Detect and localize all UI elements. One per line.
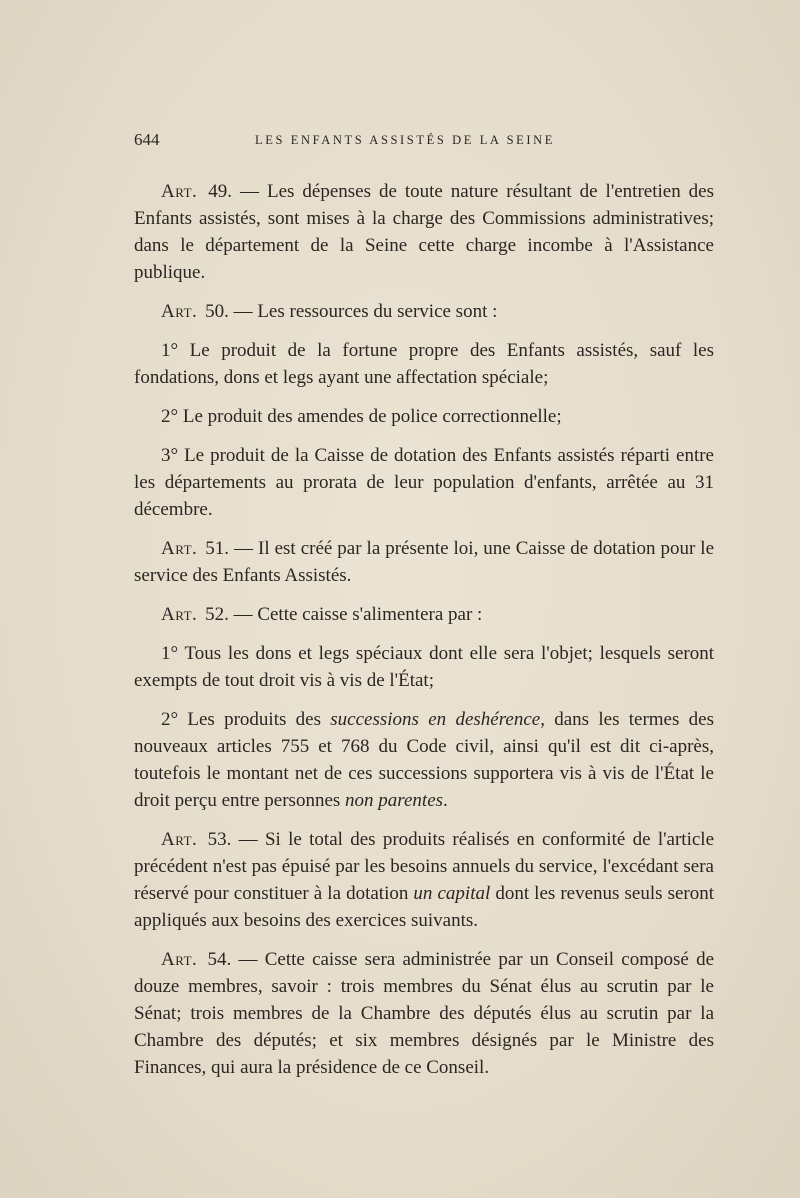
article-number: 49. bbox=[208, 181, 233, 202]
article-text: — Il est créé par la présente loi, une Caisse de dotation pour le service des Enfants Assistés. bbox=[134, 538, 714, 586]
article-53 bbox=[134, 826, 714, 934]
italic-segment: successions en deshérence bbox=[330, 709, 541, 730]
article-label: Art. bbox=[161, 181, 198, 202]
list-item-5 bbox=[134, 706, 714, 814]
article-number: 51. bbox=[205, 538, 230, 559]
article-number: 50. bbox=[205, 301, 229, 322]
italic-segment: un capital bbox=[413, 883, 491, 904]
article-text: — Les dépenses de toute nature résultant de l'entretien des Enfants assistés, sont mises à la charge des Commissions administratives; dans le département de la Seine cette charge incombe à l'Assistance publique. bbox=[134, 181, 715, 283]
list-item-3: 3° Le produit de la Caisse de dotation des Enfants assistés réparti entre les départements au prorata de leur population d'enfants, arrêtée au 31 décembre. bbox=[134, 445, 714, 520]
article-50 bbox=[134, 298, 714, 325]
article-number: 52. bbox=[205, 604, 229, 625]
article-number: 54. bbox=[207, 949, 232, 970]
text-segment: , dans les termes des nouveaux articles 755 et 768 du Code civil, ainsi qu'il est dit ci-après, toutefois le montant net de ces successions supportera vis à vis de l'État le droit perçu entre personnes bbox=[134, 709, 715, 811]
list-item-1: 1° Le produit de la fortune propre des Enfants assistés, sauf les fondations, dons et legs ayant une affectation spéciale; bbox=[134, 340, 714, 388]
article-label: Art. bbox=[161, 604, 198, 625]
article-label: Art. bbox=[161, 949, 198, 970]
list-item-4: 1° Tous les dons et legs spéciaux dont elle sera l'objet; lesquels seront exempts de tout droit vis à vis de l'État; bbox=[134, 643, 714, 691]
text-segment: dont les revenus seuls seront appliqués aux besoins des exercices suivants. bbox=[134, 883, 715, 931]
article-text: — Les ressources du service sont : bbox=[228, 301, 498, 322]
article-label: Art. bbox=[161, 301, 198, 322]
article-label: Art. bbox=[161, 829, 198, 850]
page-header bbox=[134, 130, 714, 154]
text-segment: . bbox=[443, 790, 448, 811]
article-text: — Cette caisse sera administrée par un Conseil composé de douze membres, savoir : trois membres du Sénat élus au scrutin par le Sénat; trois membres de la Chambre des députés élus au scrutin par la Chambre des députés; et six membres désignés par le Ministre des Finances, qui aura la présidence de ce Conseil. bbox=[134, 949, 715, 1078]
body-text bbox=[134, 178, 714, 1093]
article-text: — Cette caisse s'alimentera par : bbox=[228, 604, 483, 625]
page-number: 644 bbox=[134, 130, 160, 149]
italic-segment: non parentes bbox=[345, 790, 444, 811]
text-segment: — Si le total des produits réalisés en conformité de l'article précédent n'est pas épuisé par les besoins annuels du service, l'excédant sera réservé pour constituer à la dotation bbox=[134, 829, 715, 904]
list-item-2: 2° Le produit des amendes de police correctionnelle; bbox=[161, 406, 562, 427]
article-52 bbox=[134, 601, 714, 628]
article-label: Art. bbox=[161, 538, 198, 559]
article-49 bbox=[134, 178, 714, 286]
running-head: LES ENFANTS ASSISTÉS DE LA SEINE bbox=[255, 133, 556, 147]
article-54 bbox=[134, 946, 714, 1081]
article-number: 53. bbox=[207, 829, 232, 850]
article-51 bbox=[134, 535, 714, 589]
text-segment: 2° Les produits des bbox=[161, 709, 331, 730]
